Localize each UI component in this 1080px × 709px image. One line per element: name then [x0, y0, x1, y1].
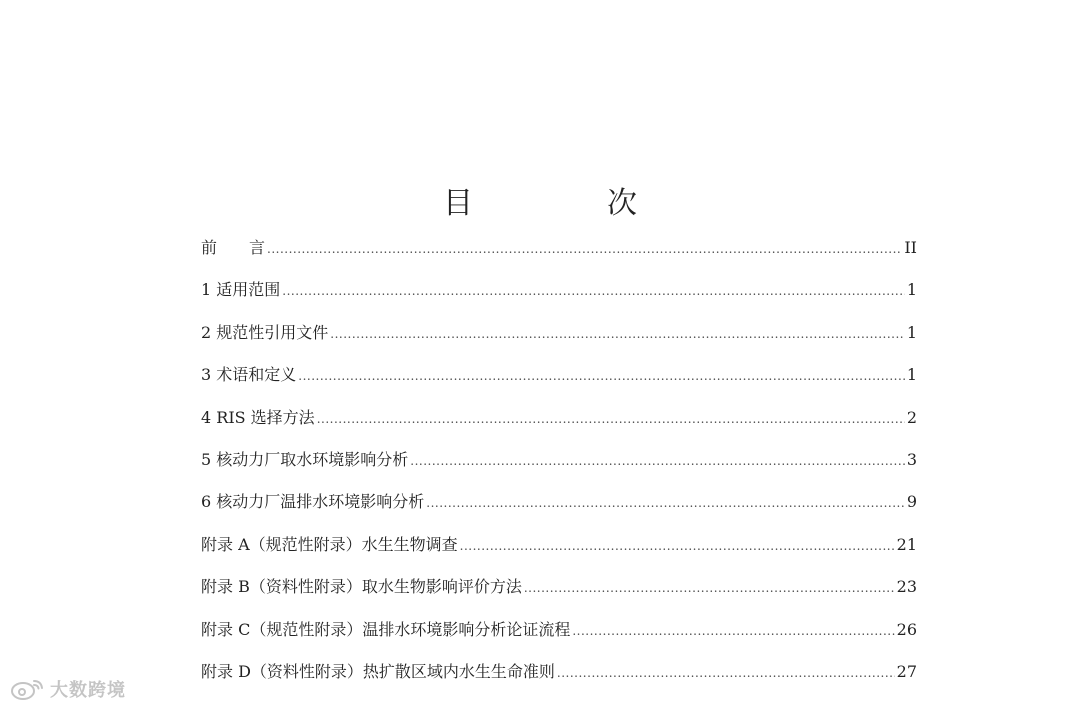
toc-leader-dots — [572, 614, 894, 648]
toc-entry-page: 21 — [896, 534, 917, 554]
toc-entry-label: 4 RIS 选择方法 — [201, 407, 315, 427]
toc-entry-label: 附录 C（规范性附录）温排水环境影响分析论证流程 — [201, 619, 571, 639]
toc-leader-dots — [267, 232, 902, 266]
toc-leader-dots — [410, 444, 905, 478]
toc-entry — [201, 613, 917, 655]
table-of-contents — [201, 231, 917, 697]
toc-entry — [201, 358, 917, 400]
toc-entry — [201, 401, 917, 443]
toc-entry-page: 23 — [896, 577, 917, 597]
toc-entry-label: 1 适用范围 — [201, 280, 281, 300]
toc-leader-dots — [330, 317, 905, 351]
weibo-style-logo-icon — [10, 677, 46, 701]
toc-entry — [201, 528, 917, 570]
toc-leader-dots — [557, 656, 895, 690]
toc-leader-dots — [317, 402, 905, 436]
toc-entry-label: 6 核动力厂温排水环境影响分析 — [201, 492, 425, 512]
watermark — [10, 676, 126, 702]
toc-leader-dots — [282, 274, 905, 308]
toc-leader-dots — [524, 571, 895, 605]
toc-entry-page: 9 — [906, 492, 917, 512]
toc-entry-label: 前 言 — [201, 238, 266, 257]
watermark-text: 大数跨境 — [50, 680, 126, 701]
toc-entry — [201, 570, 917, 612]
toc-entry — [201, 443, 917, 485]
toc-entry — [201, 316, 917, 358]
toc-entry-page: 1 — [906, 280, 917, 300]
toc-entry-label: 5 核动力厂取水环境影响分析 — [201, 449, 409, 469]
toc-entry-label: 附录 B（资料性附录）取水生物影响评价方法 — [201, 577, 522, 597]
toc-entry-label: 2 规范性引用文件 — [201, 322, 329, 342]
toc-entry-label: 附录 D（资料性附录）热扩散区域内水生生命准则 — [201, 661, 555, 681]
toc-entry-page: 1 — [906, 322, 917, 342]
toc-entry — [201, 231, 917, 273]
toc-entry-page: 3 — [906, 449, 917, 469]
toc-entry-page: 1 — [906, 365, 917, 385]
toc-entry-page: II — [904, 238, 917, 257]
toc-entry-page: 2 — [906, 407, 917, 427]
toc-entry-page: 26 — [896, 619, 917, 639]
toc-leader-dots — [426, 486, 905, 520]
toc-entry-label: 3 术语和定义 — [201, 365, 297, 385]
toc-entry — [201, 485, 917, 527]
toc-entry — [201, 655, 917, 697]
toc-title: 目 次 — [443, 186, 689, 221]
toc-leader-dots — [298, 359, 905, 393]
toc-leader-dots — [460, 529, 895, 563]
toc-entry-label: 附录 A（规范性附录）水生生物调查 — [201, 534, 458, 554]
toc-entry — [201, 273, 917, 315]
toc-entry-page: 27 — [896, 661, 917, 681]
